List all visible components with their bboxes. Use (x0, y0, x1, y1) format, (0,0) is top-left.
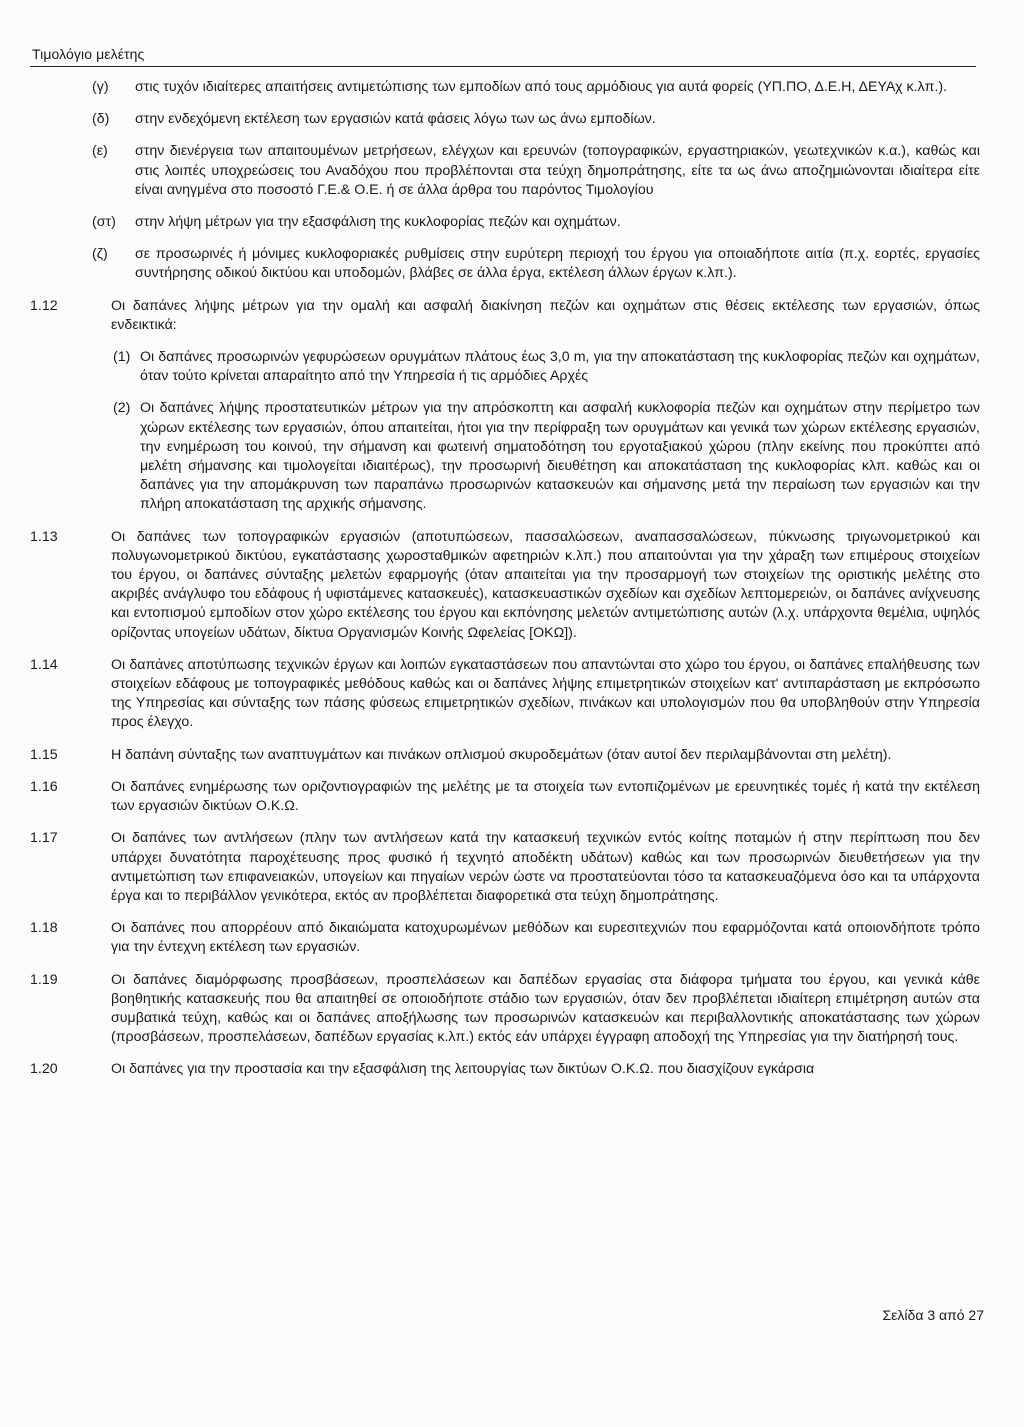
subitem-text: σε προσωρινές ή μόνιμες κυκλοφοριακές ρυθμίσεις στην ευρύτερη περιοχή του έργου για οποιαδήποτε αιτία (π.χ. εορτές, εργασίες συντήρησης οδικού δικτύου και υποδομών, βλάβες σε άλλα έργα, εκτέλεση άλλων έργων κ.λπ.). (135, 246, 980, 282)
item-number: 1.15 (30, 746, 58, 763)
subitem-zeta (30, 245, 980, 283)
running-header: Τιμολόγιο μελέτης (32, 46, 145, 62)
item-1-19 (30, 971, 980, 1048)
item-number: 1.12 (30, 297, 58, 314)
subitem-gamma (30, 78, 980, 97)
subitem-label: (2) (113, 400, 131, 417)
item-1-15 (30, 746, 980, 765)
subitem-label: (ε) (92, 143, 108, 160)
item-1-14 (30, 656, 980, 733)
item-number: 1.16 (30, 778, 58, 795)
item-1-12-subitem-2 (30, 399, 980, 514)
header-rule (30, 66, 976, 67)
item-text: Οι δαπάνες ενημέρωσης των οριζοντιογραφιών της μελέτης με τα στοιχεία των εντοπιζομένων με ερευνητικές τομές ή κατά την εκτέλεση των εργασιών δικτύων Ο.Κ.Ω. (111, 778, 980, 815)
item-text: Η δαπάνη σύνταξης των αναπτυγμάτων και πινάκων οπλισμού σκυροδεμάτων (όταν αυτοί δεν περιλαμβάνονται στη μελέτη). (111, 746, 892, 763)
item-text: Οι δαπάνες διαμόρφωσης προσβάσεων, προσπελάσεων και δαπέδων εργασίας στα διάφορα τμήματα του έργου, και γενικά κάθε βοηθητικής κατασκευής που θα απαιτηθεί σε οποιοδήποτε στάδιο των εργασιών, όταν δεν προβλέπεται ιδιαίτερη επιμέτρηση αυτών στα συμβατικά τεύχη, καθώς και οι δαπάνες αποξήλωσης των προσωρινών κατασκευών και περιβαλλοντικής αποκατάστασης των χώρων (προσβάσεων, προσπελάσεων, δαπέδων εργασίας κ.λπ.) εκτός εάν υπάρχει έγγραφη αποδοχή της Υπηρεσίας για την διατήρησή τους. (111, 971, 980, 1046)
subitem-delta (30, 110, 980, 129)
item-text: Οι δαπάνες των τοπογραφικών εργασιών (αποτυπώσεων, πασσαλώσεων, αναπασσαλώσεων, πύκνωσης τριγωνομετρικού και πολυγωνομετρικού δικτύου, εγκατάστασης χωροσταθμικών αφετηριών κ.λπ.) που απαιτούνται για την χάραξη των επιμέρους στοιχείων του έργου, οι δαπάνες σύνταξης μελετών εφαρμογής (όταν απαιτείται για την προσαρμογή των στοιχείων της οριστικής μελέτης στο ακριβές ανάγλυφο του εδάφους ή υφιστάμενες κατασκευές), κατασκευαστικών σχεδίων και σχεδίων λεπτομερειών, οι δαπάνες ανίχνευσης και εντοπισμού εμποδίων στον χώρο εκτέλεσης του έργου και εκπόνησης μελετών αντιμετώπισης αυτών (λ.χ. υπάρχοντα θεμέλια, υψηλός ορίζοντας υπογείων υδάτων, δίκτυα Οργανισμών Κοινής Ωφελείας [ΟΚΩ]). (111, 528, 980, 641)
item-1-12-subitem-1 (30, 348, 980, 386)
item-text: Οι δαπάνες για την προστασία και την εξασφάλιση της λειτουργίας των δικτύων Ο.Κ.Ω. που διασχίζουν εγκάρσια (111, 1061, 815, 1078)
item-1-17 (30, 829, 980, 906)
item-text: Οι δαπάνες λήψης μέτρων για την ομαλή και ασφαλή διακίνηση πεζών και οχημάτων στις θέσεις εκτέλεσης των εργασιών, όπως ενδεικτικά: (111, 297, 980, 333)
subitem-st (30, 213, 980, 232)
item-1-12 (30, 297, 980, 335)
subitem-epsilon (30, 142, 980, 200)
item-number: 1.14 (30, 656, 58, 673)
item-number: 1.19 (30, 971, 58, 988)
subitem-text: στις τυχόν ιδιαίτερες απαιτήσεις αντιμετώπισης των εμποδίων από τους αρμόδιους για αυτά φορείς (ΥΠ.ΠΟ, Δ.Ε.Η, ΔΕΥΑχ κ.λπ.). (135, 79, 947, 95)
subitem-label: (δ) (92, 111, 110, 128)
subitem-text: Οι δαπάνες προσωρινών γεφυρώσεων ορυγμάτων πλάτους έως 3,0 m, για την αποκατάσταση της κυκλοφορίας πεζών και οχημάτων, όταν τούτο κρίνεται απαραίτητο από την Υπηρεσία ή τις αρμόδιες Αρχές (140, 349, 980, 385)
item-text: Οι δαπάνες αποτύπωσης τεχνικών έργων και λοιπών εγκαταστάσεων που απαντώνται στο χώρο του έργου, οι δαπάνες επαλήθευσης των στοιχείων εδάφους με τοπογραφικές μεθόδους καθώς και οι δαπάνες λήψης επιμετρητικών στοιχείων κατ' αντιπαράσταση με εκπρόσωπο της Υπηρεσίας και σύνταξης των πάσης φύσεως επιμετρητικών σχεδίων, πινάκων και υπολογισμών που θα υποβληθούν στην Υπηρεσία προς έλεγχο. (111, 656, 980, 731)
subitem-label: (στ) (92, 214, 116, 231)
item-1-18 (30, 919, 980, 957)
subitem-label: (1) (113, 349, 131, 366)
document-body (30, 78, 980, 1093)
subitem-text: στην λήψη μέτρων για την εξασφάλιση της κυκλοφορίας πεζών και οχημάτων. (135, 214, 621, 231)
subitem-label: (γ) (92, 79, 109, 95)
item-number: 1.20 (30, 1061, 58, 1078)
subitem-label: (ζ) (92, 246, 108, 263)
item-text: Οι δαπάνες που απορρέουν από δικαιώματα κατοχυρωμένων μεθόδων και ευρεσιτεχνιών που εφαρμόζονται κατά οποιονδήποτε τρόπο για την έντεχνη εκτέλεση των εργασιών. (111, 920, 980, 956)
item-number: 1.17 (30, 830, 58, 847)
item-1-16 (30, 778, 980, 816)
item-1-20 (30, 1060, 980, 1079)
item-text: Οι δαπάνες των αντλήσεων (πλην των αντλήσεων κατά την κατασκευή τεχνικών εντός κοίτης ποταμών ή στην περίπτωση που δεν υπάρχει δυνατότητα παροχέτευσης προς φυσικό ή τεχνητό αποδέκτη υδάτων) καθώς και των προσωρινών διευθετήσεων για την αντιμετώπιση των επιφανειακών, υπογείων και πηγαίων νερών ώστε να προστατεύονται τόσο τα κατασκευαζόμενα όσο και τα υπάρχοντα έργα και το περιβάλλον γενικότερα, εκτός αν προβλέπεται διαφορετικά στα τεύχη δημοπράτησης. (111, 830, 980, 904)
item-number: 1.18 (30, 920, 58, 937)
subitem-text: Οι δαπάνες λήψης προστατευτικών μέτρων για την απρόσκοπτη και ασφαλή κυκλοφορία πεζών και οχημάτων στην περίμετρο των χώρων εκτέλεσης των εργασιών, όπου απαιτείται, ήτοι για την περίφραξη των ορυγμάτων και γενικά των χώρων εκτέλεσης εργασιών, την ενημέρωση του κοινού, την σήμανση και φωτεινή σηματοδότηση του εργοταξιακού χώρου (πλην εκείνης που προκύπτει από μελέτη σήμανσης και τιμολογείται ιδιαιτέρως), την προσωρινή διευθέτηση και αποκατάσταση της κυκλοφορίας κλπ. καθώς και οι δαπάνες για την απομάκρυνση των παραπάνω προσωρινών κατασκευών και σήμανσης μετά την περαίωση των εργασιών και την πλήρη αποκατάσταση της αρχικής σήμανσης. (140, 400, 980, 513)
item-number: 1.13 (30, 528, 58, 545)
item-1-13 (30, 528, 980, 643)
subitem-text: στην ενδεχόμενη εκτέλεση των εργασιών κατά φάσεις λόγω των ως άνω εμποδίων. (135, 111, 656, 128)
page-number: Σελίδα 3 από 27 (882, 1307, 984, 1323)
subitem-text: στην διενέργεια των απαιτουμένων μετρήσεων, ελέγχων και ερευνών (τοπογραφικών, εργαστηριακών, γεωτεχνικών κ.α.), καθώς και στις λοιπές υποχρεώσεις του Αναδόχου που προβλέπονται στα τεύχη δημοπράτησης, είτε τα ως άνω αποζημιώνονται ιδιαίτερα είτε είναι ανηγμένα στο ποσοστό Γ.Ε.& Ο.Ε. ή σε άλλα άρθρα του παρόντος Τιμολογίου (135, 143, 980, 198)
